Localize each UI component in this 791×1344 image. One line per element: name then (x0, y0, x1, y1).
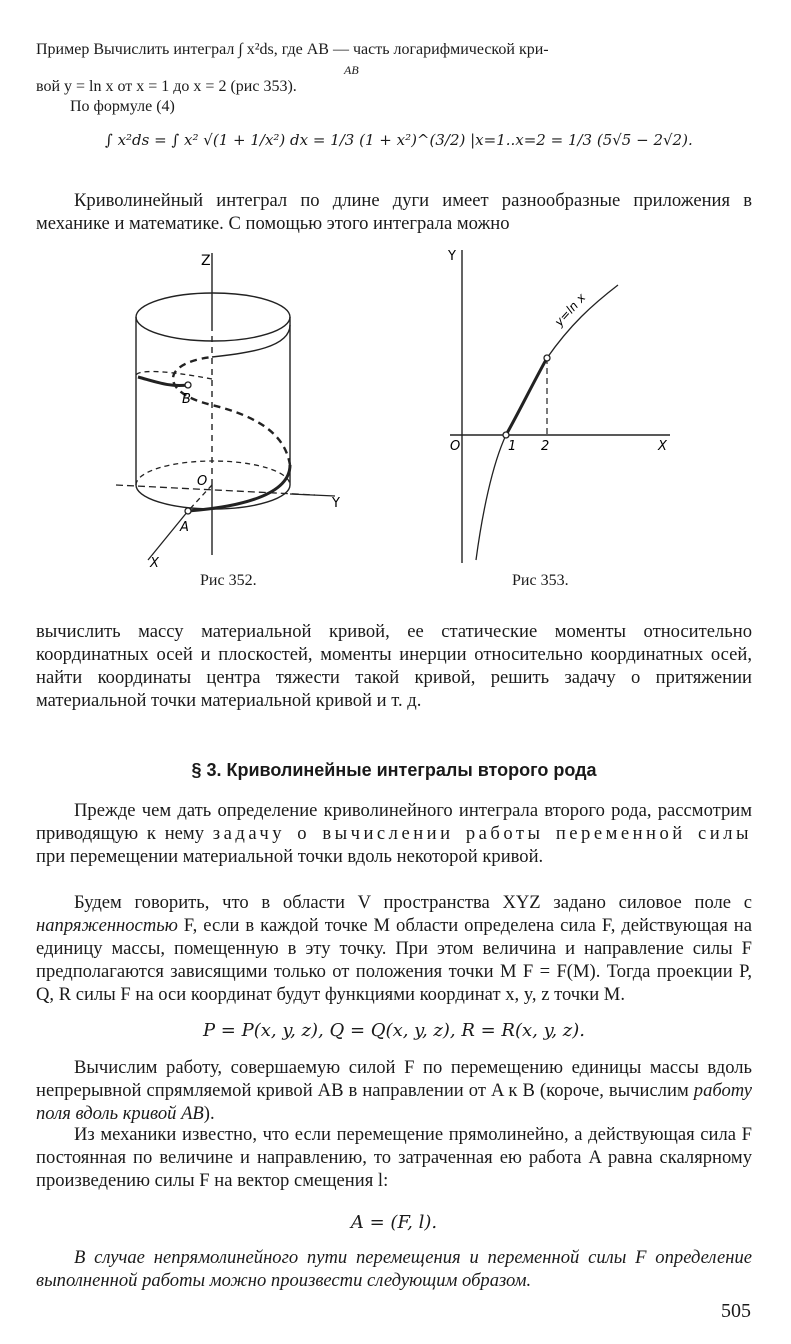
example-formula-text: ∫ x²ds = ∫ x² √(1 + 1/x²) dx = 1/3 (1 + x²)^(3/2) |x=1..x=2 = 1/3 (5√5 − 2√2). (105, 131, 693, 149)
formula-work-text: A = (F, l). (350, 1212, 438, 1233)
point-x2 (544, 355, 550, 361)
label-a: A (180, 520, 189, 535)
paragraph-4-text-a: Будем говорить, что в области V пространства XYZ задано силовое поле с (74, 892, 752, 913)
label-b: B (182, 392, 191, 407)
tick-2: 2 (541, 439, 550, 454)
point-b (185, 382, 191, 388)
example-line-1 (36, 40, 752, 60)
page-number (721, 1300, 751, 1323)
formula-pqr-text: P = P(x, y, z), Q = Q(x, y, z), R = R(x, y, z). (202, 1020, 586, 1041)
paragraph-4-emph: напряженностью (36, 915, 178, 936)
figure-353 (440, 245, 680, 570)
y-axis-hidden (116, 485, 315, 495)
example-line-3 (70, 97, 786, 117)
formula-work (36, 1212, 752, 1233)
caption-352-text: Рис 352. (200, 572, 257, 589)
paragraph-1-text: Криволинейный интеграл по длине дуги имеет разнообразные приложения в механике и математике. С помощью этого интеграла можно (36, 190, 752, 234)
paragraph-work (36, 1056, 752, 1125)
paragraph-7-text: В случае непрямолинейного пути перемещения и переменной силы F определение выполненной работы можно произвести следующим образом. (36, 1247, 752, 1291)
caption-353 (512, 572, 569, 590)
paragraph-5-text-c: ). (203, 1103, 215, 1124)
point-a (185, 508, 191, 514)
ln-curve-lower (476, 435, 506, 560)
paragraph-6-text: Из механики известно, что если перемещение прямолинейно, а действующая сила F постоянная по величине и направлению, то затраченная ею работа A равна скалярному произведению силы F на вектор смещения l: (36, 1124, 752, 1191)
caption-353-text: Рис 353. (512, 572, 569, 589)
label-y: Y (448, 249, 456, 264)
label-origin: O (450, 439, 461, 454)
example-line-2 (36, 77, 752, 97)
example-text-3: По формуле (4) (70, 98, 175, 115)
paragraph-mechanics (36, 1123, 752, 1192)
paragraph-applications (36, 189, 752, 235)
caption-352 (200, 572, 257, 590)
paragraph-3-spaced: задачу о вычислении работы переменной силы (212, 823, 752, 844)
helix-arc-b (138, 377, 188, 386)
label-y: Y (332, 496, 340, 511)
example-text-2: вой y = ln x от x = 1 до x = 2 (рис 353). (36, 78, 297, 95)
paragraph-uses (36, 620, 752, 712)
formula-pqr (36, 1020, 752, 1041)
x-axis (148, 511, 188, 560)
y-axis (290, 494, 335, 496)
paragraph-2-text: вычислить массу материальной кривой, ее статические моменты относительно координатных осей и плоскостей, моменты инерции относительно координатных осей, найти координаты центра тяжести такой кривой, решить задачу о притяжении материальной точки материальной кривой и т. д. (36, 621, 752, 711)
cylinder-bottom-front (136, 485, 290, 509)
paragraph-definition (36, 1246, 752, 1292)
section-heading-text: § 3. Криволинейные интегралы второго рода (191, 760, 597, 780)
paragraph-4-text-c: F, если в каждой точке M области определена сила F, действующая на единицу массы, помещенную в эту точку. При этом величина и направление силы F предполагаются зависящими только от положения точки M F = F(M). Тогда проекции P, Q, R силы F на оси координат будут функциями координат x, y, z точки M. (36, 915, 752, 1005)
paragraph-3-text-c: при перемещении материальной точки вдоль некоторой кривой. (36, 846, 544, 867)
label-x: X (658, 439, 667, 454)
page-number-text: 505 (721, 1300, 751, 1322)
helix-back (173, 357, 290, 465)
paragraph-field (36, 891, 752, 1006)
figure-352 (100, 245, 380, 570)
example-formula (105, 128, 745, 152)
ln-curve-arc (506, 358, 547, 435)
curve-label: y=ln x (551, 290, 589, 330)
tick-1: 1 (508, 439, 517, 454)
section-heading (36, 760, 752, 781)
paragraph-5-text-a: Вычислим работу, совершаемую силой F по перемещению единицы массы вдоль непрерывной спрямляемой кривой AB в направлении от A к B (короче, вычислим (36, 1057, 752, 1101)
label-origin: O (197, 474, 208, 489)
point-x1 (503, 432, 509, 438)
subscript-ab: AB (344, 63, 359, 77)
label-z: Z (201, 253, 211, 269)
example-text-1: Пример Вычислить интеграл ∫ x²ds, где AB — часть логарифмической кри- (36, 41, 549, 58)
label-x: X (150, 556, 159, 570)
paragraph-3-text-a: Прежде чем дать определение криволинейного интеграла второго рода, рассмотрим приводящую к нему (36, 800, 752, 844)
paragraph-5-emph: работу поля вдоль кривой AB (36, 1080, 752, 1124)
paragraph-intro (36, 799, 752, 868)
